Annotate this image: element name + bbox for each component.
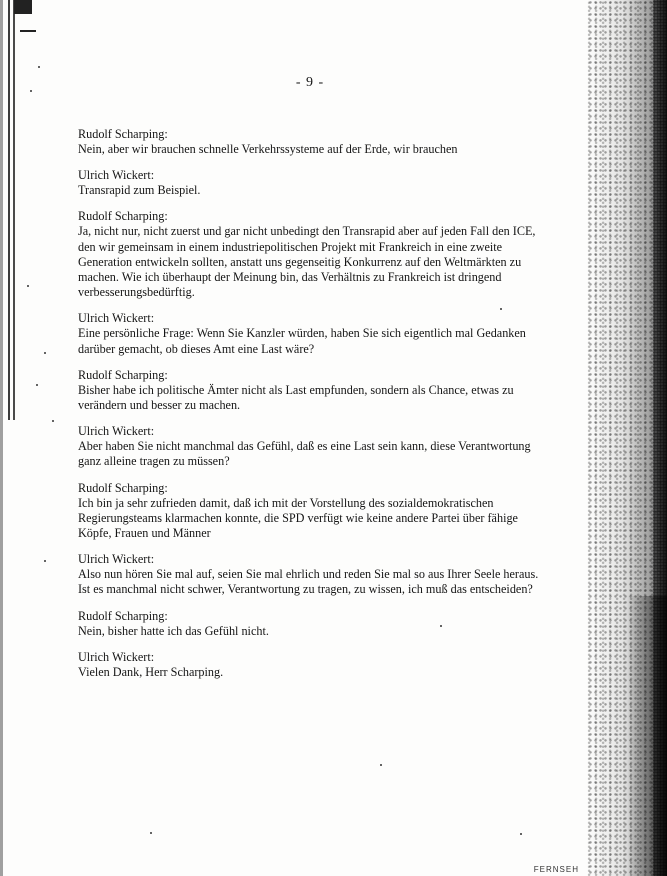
speaker-name: Ulrich Wickert:: [78, 168, 155, 183]
utterance-line: Also nun hören Sie mal auf, seien Sie mal ehrlich und reden Sie mal so aus Ihrer Seele heraus.: [78, 567, 539, 582]
speaker-name: Rudolf Scharping:: [78, 480, 168, 495]
utterance-line: Generation entwickeln sollten, anstatt uns gegenseitig Konkurrenz auf den Weltmärkten zu: [78, 254, 522, 269]
utterance-line: den wir gemeinsam in einem industriepolitischen Projekt mit Frankreich in eine zweite: [78, 239, 503, 254]
utterance-line: Köpfe, Frauen und Männer: [78, 526, 211, 541]
speaker-name: Rudolf Scharping:: [78, 608, 168, 623]
scan-speck: [44, 560, 46, 562]
utterance-line: machen. Wie ich überhaupt der Meinung bin, das Verhältnis zu Frankreich ist dringend: [78, 270, 502, 285]
scan-speck: [27, 285, 29, 287]
transcript-turn: [78, 127, 548, 157]
utterance-line: Vielen Dank, Herr Scharping.: [78, 664, 224, 679]
utterance: [78, 383, 548, 413]
utterance: [78, 439, 548, 469]
utterance-line: Eine persönliche Frage: Wenn Sie Kanzler würden, haben Sie sich eigentlich mal Gedanken: [78, 326, 526, 341]
utterance-line: Ich bin ja sehr zufrieden damit, daß ich mit der Vorstellung des sozialdemokratischen: [78, 495, 494, 510]
transcript-turn: [78, 650, 548, 680]
transcript-turn: [78, 311, 548, 356]
page-number: - 9 -: [295, 75, 325, 90]
utterance-line: darüber gemacht, ob dieses Amt eine Last wäre?: [78, 341, 315, 356]
scan-speck: [150, 832, 152, 834]
speaker-name: Ulrich Wickert:: [78, 311, 155, 326]
utterance: [78, 224, 548, 300]
transcript-turn: [78, 481, 548, 542]
scan-speck: [44, 352, 46, 354]
transcript-turn: [78, 609, 548, 639]
utterance: [78, 326, 548, 356]
utterance-line: Aber haben Sie nicht manchmal das Gefühl, daß es eine Last sein kann, diese Verantwortung: [78, 439, 531, 454]
scan-tick-mark: [20, 30, 36, 32]
interview-transcript: [78, 127, 548, 691]
scan-binding-marks: [8, 0, 16, 420]
speaker-name: Ulrich Wickert:: [78, 552, 155, 567]
utterance-line: Regierungsteams klarmachen konnte, die SPD verfügt wie keine andere Partei über fähige: [78, 510, 518, 525]
scan-speck: [30, 90, 32, 92]
transcript-turn: [78, 368, 548, 413]
transcript-turn: [78, 424, 548, 469]
utterance-line: Transrapid zum Beispiel.: [78, 183, 201, 198]
scan-speck: [38, 66, 40, 68]
scan-shadow: [627, 596, 667, 876]
utterance-line: Nein, aber wir brauchen schnelle Verkehrssysteme auf der Erde, wir brauchen: [78, 142, 458, 156]
utterance: [78, 496, 548, 542]
utterance: [78, 665, 548, 680]
speaker-name: Rudolf Scharping:: [78, 209, 168, 224]
utterance: [78, 142, 548, 157]
utterance-line: Nein, bisher hatte ich das Gefühl nicht.: [78, 623, 269, 638]
scan-corner-mark: [14, 0, 32, 14]
footer-stamp: FERNSEH: [533, 865, 579, 874]
scan-speck: [52, 420, 54, 422]
transcript-turn: [78, 552, 548, 597]
transcript-turn: [78, 168, 548, 198]
scan-speck: [36, 384, 38, 386]
scan-speck: [520, 833, 522, 835]
utterance-line: Bisher habe ich politische Ämter nicht als Last empfunden, sondern als Chance, etwas zu: [78, 382, 514, 397]
utterance-line: ganz alleine tragen zu müssen?: [78, 454, 230, 469]
utterance-line: verändern und besser zu machen.: [78, 398, 241, 413]
utterance: [78, 624, 548, 639]
utterance: [78, 183, 548, 198]
speaker-name: Rudolf Scharping:: [78, 127, 168, 141]
scan-left-border: [0, 0, 3, 876]
scan-speck: [380, 764, 382, 766]
speaker-name: Rudolf Scharping:: [78, 367, 168, 382]
utterance-line: verbesserungsbedürftig.: [78, 285, 195, 300]
utterance: [78, 567, 548, 597]
speaker-name: Ulrich Wickert:: [78, 424, 155, 439]
transcript-turn: [78, 209, 548, 300]
utterance-line: Ist es manchmal nicht schwer, Verantwortung zu tragen, zu wissen, ich muß das entscheiden?: [78, 582, 533, 597]
speaker-name: Ulrich Wickert:: [78, 649, 155, 664]
utterance-line: Ja, nicht nur, nicht zuerst und gar nicht unbedingt den Transrapid aber auf jeden Fall den ICE,: [78, 224, 536, 239]
